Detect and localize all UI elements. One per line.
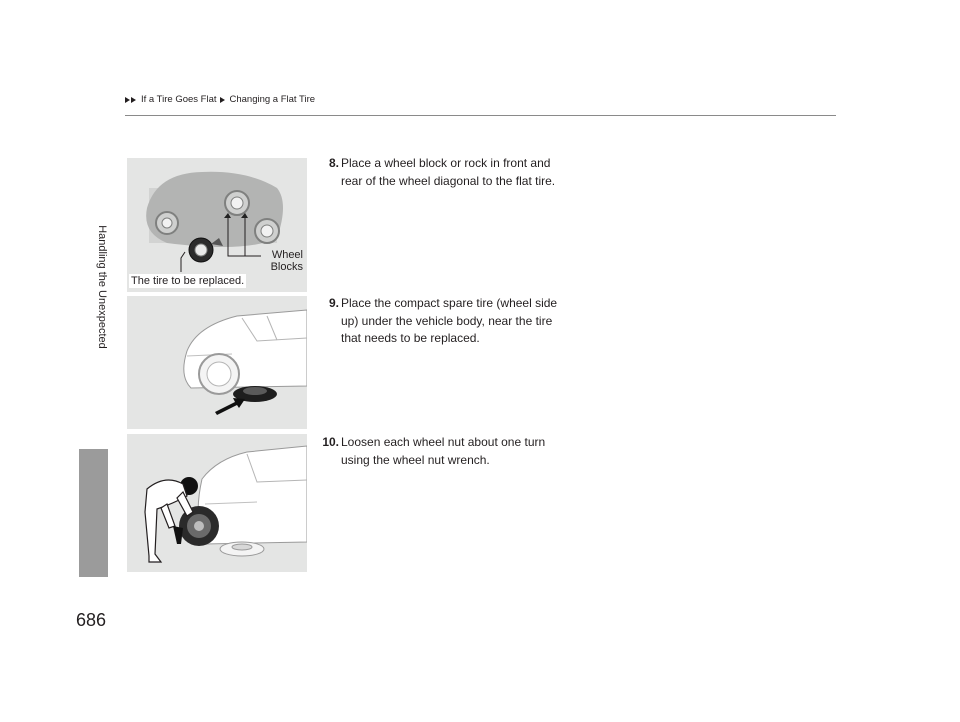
breadcrumb-item-2[interactable]: Changing a Flat Tire [229, 94, 316, 105]
step-8-number: 8. [328, 156, 339, 170]
section-tab-marker [79, 449, 108, 577]
breadcrumb-arrows-icon [125, 97, 136, 103]
callout-tire-to-replace: The tire to be replaced. [131, 275, 245, 287]
illustration-loosen-wheel-nuts [127, 434, 307, 572]
spare-tire-diagram [127, 296, 307, 429]
step-9-text [341, 295, 557, 348]
step-9-number: 9. [328, 296, 339, 310]
callout-wheel-blocks-line2: Blocks [270, 261, 303, 273]
callout-wheel-blocks-line1: Wheel [271, 249, 303, 261]
section-tab [96, 125, 108, 450]
step-8-line-2: rear of the wheel diagonal to the flat tire. [341, 173, 556, 188]
callout-wheel-blocks [261, 249, 303, 273]
illustration-wheel-blocks [127, 158, 307, 292]
step-10-line-1: Loosen each wheel nut about one turn [341, 435, 546, 449]
header-divider [125, 115, 836, 116]
step-9-line-1: Place the compact spare tire (wheel side [341, 296, 558, 310]
breadcrumb-arrow-icon [220, 97, 225, 103]
illustration-spare-tire-placement [127, 296, 307, 429]
step-8-line-1: Place a wheel block or rock in front and [341, 156, 551, 170]
step-9-line-3: that needs to be replaced. [341, 331, 480, 345]
step-9-line-2: up) under the vehicle body, near the tire [341, 313, 553, 328]
step-10-text [341, 434, 545, 469]
loosen-nuts-diagram [127, 434, 307, 572]
step-10-line-2: using the wheel nut wrench. [341, 452, 490, 467]
breadcrumb [125, 94, 315, 105]
breadcrumb-item-1[interactable]: If a Tire Goes Flat [141, 94, 217, 105]
step-10-number: 10. [322, 435, 339, 449]
step-8-text [341, 155, 555, 190]
page-number: 686 [76, 610, 107, 630]
section-tab-label: Handling the Unexpected [96, 225, 108, 349]
